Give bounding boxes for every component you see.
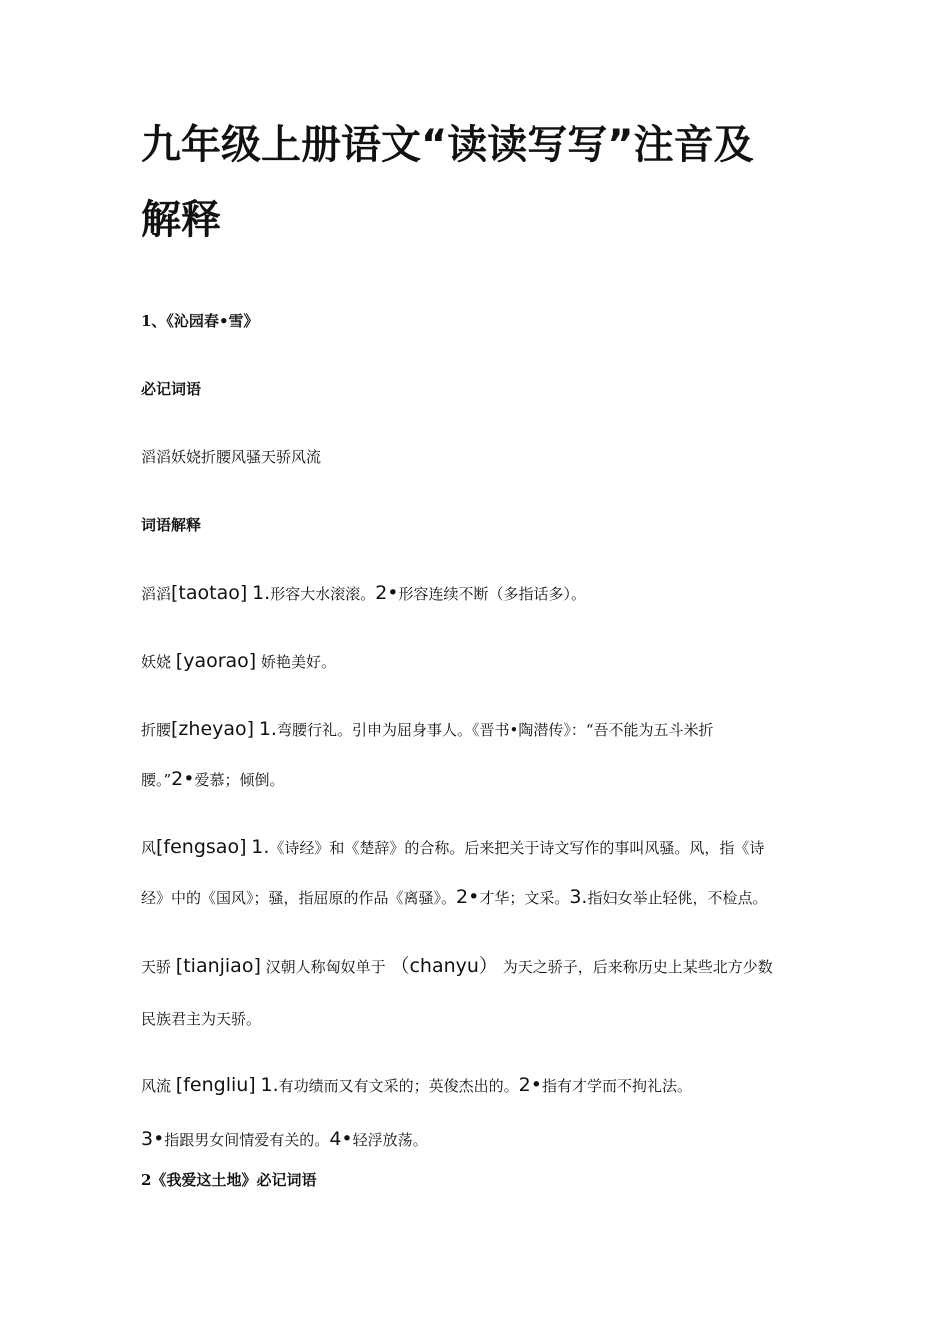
entry-fengliu-continued — [141, 1129, 831, 1150]
entry-fengsao-continued — [141, 887, 831, 908]
sense-text: 经》中的《国风》；骚，指屈原的作品《离骚》。 — [141, 889, 457, 907]
entry-word: 妖娆 — [141, 653, 172, 671]
entry-pinyin: [fengsao] — [156, 836, 247, 858]
sense-text: 腰。” — [141, 771, 172, 789]
entry-fengsao — [141, 837, 831, 858]
sense-text: 弯腰行礼。引申为屈身事人。《晋书•陶潜传》：“吾不能为五斗米折 — [276, 721, 714, 739]
sense-text: 指跟男女间情爱有关的。 — [164, 1131, 330, 1149]
sense-number: 1. — [252, 582, 271, 604]
sense-number: 1. — [258, 718, 277, 740]
entry-word: 天骄 — [141, 958, 172, 976]
sense-number: 2• — [456, 886, 480, 908]
entry-fengliu — [141, 1075, 831, 1096]
sense-text: 汉朝人称匈奴单于 — [265, 958, 386, 976]
sense-number: 3• — [141, 1128, 165, 1150]
sense-text: 爱慕；倾倒。 — [194, 771, 285, 789]
entry-pinyin: [zheyao] — [171, 718, 255, 740]
sense-text: 才华；文采。 — [479, 889, 570, 907]
entry-pinyin: [tianjiao] — [175, 955, 261, 977]
entry-zheyao-continued — [141, 769, 831, 790]
entry-word: 风流 — [141, 1077, 172, 1095]
sense-text: 娇艳美好。 — [261, 653, 337, 671]
must-remember-heading: 必记词语 — [141, 380, 202, 398]
document-title-line-1: 九年级上册语文“读读写写”注音及 — [141, 122, 754, 168]
entry-pinyin: [yaorao] — [175, 650, 257, 672]
sense-text: 有功绩而又有文采的；英俊杰出的。 — [278, 1077, 519, 1095]
entry-pinyin: [fengliu] — [175, 1074, 256, 1096]
sense-number: 2• — [375, 582, 399, 604]
entry-zheyao — [141, 719, 831, 740]
sense-number: 3. — [569, 886, 588, 908]
entry-yaorao — [141, 651, 831, 672]
sense-text: 形容大水滚滚。 — [270, 585, 376, 603]
sense-text: 指妇女举止轻佻，不检点。 — [587, 889, 768, 907]
entry-tianjiao — [141, 956, 831, 977]
sense-text: 指有才学而不拘礼法。 — [541, 1077, 692, 1095]
sense-number: 4• — [329, 1128, 353, 1150]
entry-pinyin-inline: （chanyu） — [390, 955, 498, 977]
sense-number: 2• — [171, 768, 195, 790]
explanations-heading: 词语解释 — [141, 516, 202, 534]
section-2-heading: 2《我爱这土地》必记词语 — [141, 1171, 317, 1189]
sense-number: 1. — [251, 836, 270, 858]
entry-taotao — [141, 583, 831, 604]
section-1-heading: 1、《沁园春•雪》 — [141, 312, 259, 330]
sense-text: 形容连续不断（多指话多）。 — [398, 585, 587, 603]
sense-text: 为天之骄子，后来称历史上某些北方少数 — [502, 958, 773, 976]
sense-number: 2• — [518, 1074, 542, 1096]
document-title-line-2: 解释 — [141, 197, 221, 243]
entry-word: 滔滔 — [141, 585, 172, 603]
entry-word: 风 — [141, 839, 157, 857]
entry-pinyin: [taotao] — [171, 582, 248, 604]
sense-text: 《诗经》和《楚辞》的合称。后来把关于诗文写作的事叫风骚。风，指《诗 — [269, 839, 765, 857]
entry-word: 折腰 — [141, 721, 172, 739]
sense-number: 1. — [260, 1074, 279, 1096]
word-list: 滔滔妖娆折腰风骚天骄风流 — [141, 448, 322, 466]
sense-text: 轻浮放荡。 — [352, 1131, 428, 1149]
entry-tianjiao-continued: 民族君主为天骄。 — [141, 1010, 262, 1028]
